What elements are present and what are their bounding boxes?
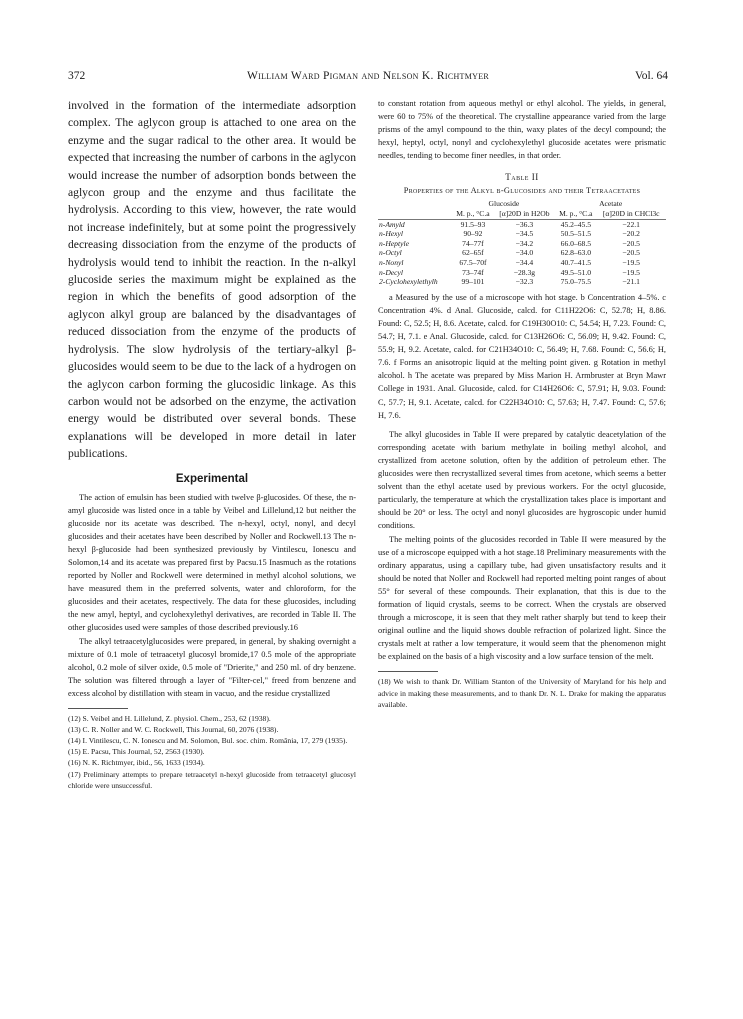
table-row: n-Decyl 73–74f −28.3g 49.5–51.0 −19.5	[379, 267, 640, 277]
intro-paragraph: involved in the formation of the intermediate adsorption complex. The aglycon group is attached to one area on the enzyme and the sugar radical to the other area. It would be expected that increasing the number of carbons in the aglycon would increase the number of adsorption bonds between the aglycon group and the enzyme and thus facilitate the hydrolysis. According to this view, however, the rate would not increase indefinitely, but at some point the progressively decreasing dissociation from the enzyme of the products of hydrolysis would tend to inhibit the reaction. In the n-alkyl glucoside series the maximum might be explained as the region in which the benefits of good adsorption of the aglycon alkyl group are balanced by the disadvantages of reduced dissociation from the enzyme of the products of hydrolysis. The slow hydrolysis of the tertiary-alkyl β-glucosides would seem to be due to the lack of a hydrogen on the aglycon carbon forming the glucosidic linkage. As this carbon would not be adsorbed on the enzyme, the activation energy would be distributed over several bonds. These explanations will be developed in more detail in later publications.	[68, 99, 356, 461]
footnote-divider	[378, 671, 438, 672]
footnote: (12) S. Veibel and H. Lillelund, Z. physiol. Chem., 253, 62 (1938).	[68, 714, 271, 724]
table-row: n-Amyld 91.5–93 −36.3 45.2–45.5 −22.1	[379, 219, 640, 229]
glucoside-group-header: Glucoside	[488, 199, 520, 209]
properties-table	[378, 199, 666, 286]
col-header-mp-acetate: M. p., °C.a	[559, 209, 593, 219]
crystallization-paragraph: to constant rotation from aqueous methyl or ethyl alcohol. The yields, in general, were 60 to 75% of the theoretical. The crystalline appearance varied from the large prisms of the amyl compound to the thin, waxy plates of the decyl compound; the hexyl, heptyl, octyl, nonyl and cyclohexylethyl glucoside acetates were prismatic needles, tending to become finer needles, in that order.	[378, 99, 666, 161]
table-label: Table II	[505, 172, 539, 183]
table-row: 2-Cyclohexylethylh 99–101 −32.3 75.0–75.5 −21.1	[379, 277, 640, 287]
acetate-group-header: Acetate	[599, 199, 623, 209]
alkyl-glucosides-paragraph: The alkyl glucosides in Table II were prepared by catalytic deacetylation of the corresponding acetate with barium methylate in boiling methyl alcohol, and crystallized from acetone solution, often by the addition of petroleum ether. The glucosides were then recrystallized several times from acetone, which seems a better solvent than the ethyl acetate used by previous workers. For the octyl glucoside, particularly, the temperature at which the crystallization takes place is important and should be 20° or less. The octyl and nonyl glucosides are hygroscopic under humid conditions.	[378, 429, 666, 531]
table-row: n-Nonyl 67.5–70f −34.4 40.7–41.5 −19.5	[379, 258, 640, 268]
table-caption: Properties of the Alkyl β-Glucosides and their Tetraacetates	[403, 186, 641, 196]
running-title: William Ward Pigman and Nelson K. Richtmyer	[246, 70, 490, 82]
table-row: n-Octyl 62–65f −34.0 62.8–63.0 −20.5	[379, 248, 640, 258]
footnote: (16) N. K. Richtmyer, ibid., 56, 1633 (1934).	[68, 758, 205, 768]
footnote: (18) We wish to thank Dr. William Stanton of the University of Maryland for his help and advice in making these measurements, and to thank Dr. N. L. Drake for making the apparatus available.	[378, 677, 666, 709]
running-header	[68, 70, 668, 88]
section-heading: Experimental	[175, 472, 249, 485]
footnote: (17) Preliminary attempts to prepare tetraacetyl n-hexyl glucoside from tetraacetyl glucosyl chloride were unsuccessful.	[68, 769, 356, 790]
table-row: n-Hexyl 90–92 −34.5 50.5–51.5 −20.2	[379, 229, 640, 239]
experimental-paragraph-1: The action of emulsin has been studied with twelve β-glucosides. Of these, the n-amyl glucoside was listed once in a table by Veibel and Lillelund,12 but neither the glucoside nor its acetate was described. The n-hexyl, octyl, nonyl, and decyl glucosides and their acetates have been described by Noller and Rockwell.13 The n-hexyl β-glucoside had been synthesized previously by Vintilescu, Ionescu and Solomon,14 and its acetate was prepared first by Pacsu.15 Inasmuch as the rotations reported by Noller and Rockwell were determined in methyl alcohol solutions, we have measured them in the preferred solvents, water and chloroform, for the glucosides and their acetates, respectively. The data for these glucosides, including the new amyl, heptyl, and cyclohexylethyl derivatives, are recorded in Table II. The other glucosides used were samples of those described previously.16	[68, 492, 356, 633]
footnote: (15) E. Pacsu, This Journal, 52, 2563 (1930).	[68, 747, 205, 757]
right-column	[378, 97, 666, 710]
melting-points-paragraph: The melting points of the glucosides recorded in Table II were measured by the use of a microscope equipped with a hot stage.18 Preliminary measurements with the ordinary apparatus, using a capillary tube, had given unsatisfactory results and it should be noted that Noller and Rockwell had reported melting point ranges of about 55° for several of these compounds. Their explanation, that this is due to the formation of liquid crystals, seems to be correct. When the crystals are observed through a microscope, it is seen that they melt rather sharply but tend to keep their original outline and the liquid shows double refraction of polarized light. Since the crystals melt at rather a low temperature, it would seem that the phenomenon might be explained on the basis of a high viscosity and a low surface tension of the melt.	[378, 534, 666, 662]
footnote: (13) C. R. Noller and W. C. Rockwell, This Journal, 60, 2076 (1938).	[68, 725, 279, 735]
page-number: 372	[68, 70, 86, 82]
col-header-rotation-glucoside: [α]20D in H2Ob	[499, 209, 550, 219]
col-header-mp-glucoside: M. p., °C.a	[456, 209, 490, 219]
experimental-paragraph-2: The alkyl tetraacetylglucosides were prepared, in general, by shaking overnight a mixture of 0.1 mole of tetraacetyl glucosyl bromide,17 0.5 mole of the appropriate alcohol, 0.2 mole of silver oxide, 0.5 mole of "Drierite," and 250 ml. of dry benzene. The solution was filtered through a layer of "Filter-cel," freed from benzene and excess alcohol by distillation with steam in vacuo, and the residue crystallized	[68, 636, 356, 698]
table-row: n-Heptyle 74–77f −34.2 66.0–68.5 −20.5	[379, 238, 640, 248]
volume-label: Vol. 64	[634, 70, 668, 82]
table-notes: a Measured by the use of a microscope with hot stage. b Concentration 4–5%. c Concentration 4%. d Anal. Glucoside, calcd. for C11H22O6: C, 52.78; H, 8.86. Found: C, 52.5; H, 8.6. Acetate, calcd. for C19H30O10: C, 54.54; H, 7.23. Found: C, 54.7; H, 7.1. e Anal. Glucoside, calcd. for C13H26O6: C, 56.09; H, 9.42. Found: C, 55.9; H, 9.2. Acetate, calcd. for C21H34O10: C, 56.49; H, 7.68. Found: C, 56.6; H, 7.6. f Forms an anisotropic liquid at the melting point given. g Rotation in methyl alcohol. h The acetate was prepared by Miss Marion H. Armbruster at Bryn Mawr College in 1931. Anal. Glucoside, calcd. for C14H26O6: C, 57.91; H, 9.03. Found: C, 57.7; H, 9.1. Acetate, calcd. for C22H34O10: C, 57.63; H, 7.47. Found: C, 57.6; H, 7.6.	[378, 292, 666, 420]
footnote-divider	[68, 708, 128, 709]
left-column	[68, 97, 356, 791]
col-header-rotation-acetate: [α]20D in CHCl3c	[602, 209, 660, 219]
footnote: (14) I. Vintilescu, C. N. Ionescu and M. Solomon, Bul. soc. chim. România, 17, 279 (1935).	[68, 736, 348, 746]
